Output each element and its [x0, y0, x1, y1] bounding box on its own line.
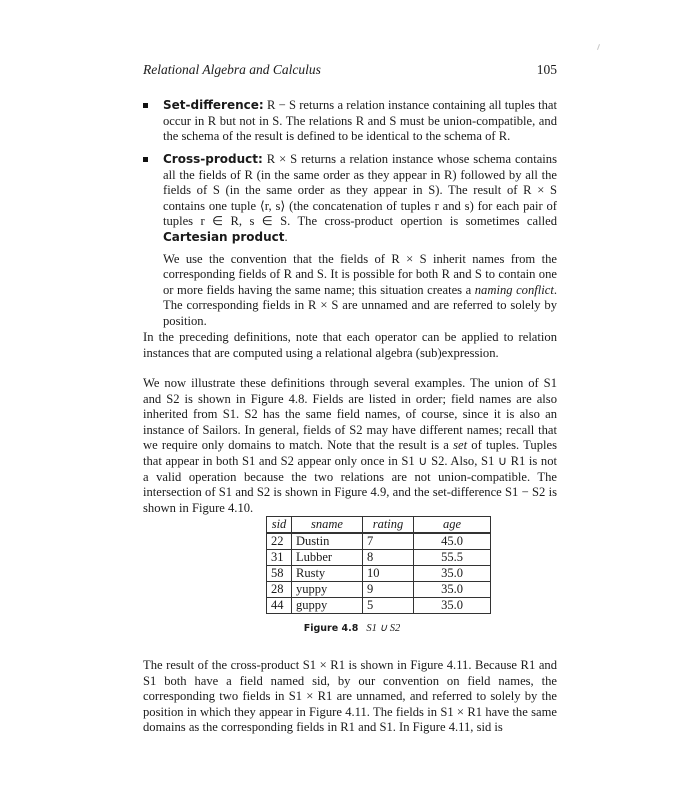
cartesian-product-term: Cartesian product: [163, 229, 285, 244]
table-cell: 55.5: [414, 550, 491, 566]
figure-table: [266, 516, 491, 614]
figure-expression: S1 ∪ S2: [366, 623, 401, 634]
bullet-lead: Set-difference:: [163, 98, 264, 112]
table-cell: 8: [363, 550, 414, 566]
table-cell: 44: [267, 598, 292, 614]
figure-caption: [270, 622, 434, 634]
column-header: sid: [267, 517, 292, 534]
paragraph-text-end: of tuples. Tuples that appear in both S1 and S2 appear only once in S1 ∪ S2. Also, S1 ∪ R1 is not a valid operation because the two relations are not union-compatible. The intersection of S1 and S2 is shown in Figure 4.9, and the set-difference S1 − S2 is shown in Figure 4.10.: [143, 438, 557, 515]
bullet-text: R × S returns a relation instance whose schema contains all the fields of R (in the same order as they appear in R) followed by all the fields of S (in the same order as they appear in S). The result of R × S contains one tuple ⟨r, s⟩ (the concatenation of tuples r and s) for each pair of tuples r ∈ R, s ∈ S. The cross-product opertion is sometimes called: [163, 152, 557, 229]
table-row: [267, 533, 491, 550]
cross-product-result-paragraph: The result of the cross-product S1 × R1 is shown in Figure 4.11. Because R1 and S1 both have a field named sid, by our convention on field names, the corresponding two fields in S1 × R1 are unnamed, and referred to solely by the position in which they appear in Figure 4.11. The fields in S1 × R1 have the same domains as the corresponding fields in R1 and S1. In Figure 4.11, sid is: [143, 658, 557, 735]
table-cell: 9: [363, 582, 414, 598]
set-difference-definition: [163, 98, 557, 145]
table-cell: Lubber: [292, 550, 363, 566]
table-cell: 35.0: [414, 598, 491, 614]
column-header: sname: [292, 517, 363, 534]
column-header: age: [414, 517, 491, 534]
running-header: [143, 62, 557, 78]
table-cell: guppy: [292, 598, 363, 614]
paragraph-text: We use the convention that the fields of R × S inherit names from the corresponding fields of R and S. It is possible for both R and S to contain one or more fields having the same name; this situation creates a: [163, 251, 557, 297]
table-cell: 5: [363, 598, 414, 614]
table-cell: Dustin: [292, 533, 363, 550]
table-cell: 22: [267, 533, 292, 550]
cross-product-definition: [163, 152, 557, 246]
bullet-text: R − S returns a relation instance containing all tuples that occur in R but not in S. The relations R and S must be union-compatible, and the schema of the result is defined to be identical to the schema of R.: [163, 98, 557, 144]
examples-paragraph: [143, 376, 557, 516]
table-cell: 10: [363, 566, 414, 582]
column-header: rating: [363, 517, 414, 534]
table-row: [267, 566, 491, 582]
running-title: Relational Algebra and Calculus: [143, 62, 321, 77]
set-term: set: [453, 438, 468, 453]
scan-mark: [597, 44, 600, 50]
table-cell: 7: [363, 533, 414, 550]
paragraph-text-end: . The corresponding fields in R × S are unnamed and are referred to solely by position.: [163, 282, 557, 328]
bullet-lead: Cross-product:: [163, 152, 263, 166]
bullet-cross-product: [143, 152, 557, 330]
table-row: [267, 550, 491, 566]
naming-conflict-term: naming conflict: [474, 282, 554, 297]
table-cell: Rusty: [292, 566, 363, 582]
table-cell: yuppy: [292, 582, 363, 598]
preceding-definitions-paragraph: In the preceding definitions, note that each operator can be applied to relation instances that are computed using a relational algebra (sub)expression.: [143, 330, 557, 360]
figure-number: Figure 4.8: [303, 623, 359, 634]
bullet-set-difference: [143, 98, 557, 145]
table-cell: 35.0: [414, 582, 491, 598]
naming-convention-paragraph: [163, 252, 557, 330]
bullet-text-end: .: [284, 229, 288, 244]
page-number: 105: [536, 62, 557, 77]
bullet-marker: [143, 103, 148, 108]
table-header-row: [267, 517, 491, 534]
table-cell: 35.0: [414, 566, 491, 582]
bullet-marker: [143, 157, 148, 162]
paragraph-text: We now illustrate these definitions through several examples. The union of S1 and S2 is shown in Figure 4.8. Fields are listed in order; field names are also inherited from S1. S2 has the same field names, of course, since it is also an instance of Sailors. In general, fields of S2 may have different names; recall that we require only domains to match. Note that the result is a: [143, 376, 557, 453]
table-cell: 31: [267, 550, 292, 566]
table-cell: 58: [267, 566, 292, 582]
table-cell: 45.0: [414, 533, 491, 550]
table-row: [267, 582, 491, 598]
table-cell: 28: [267, 582, 292, 598]
table-row: [267, 598, 491, 614]
